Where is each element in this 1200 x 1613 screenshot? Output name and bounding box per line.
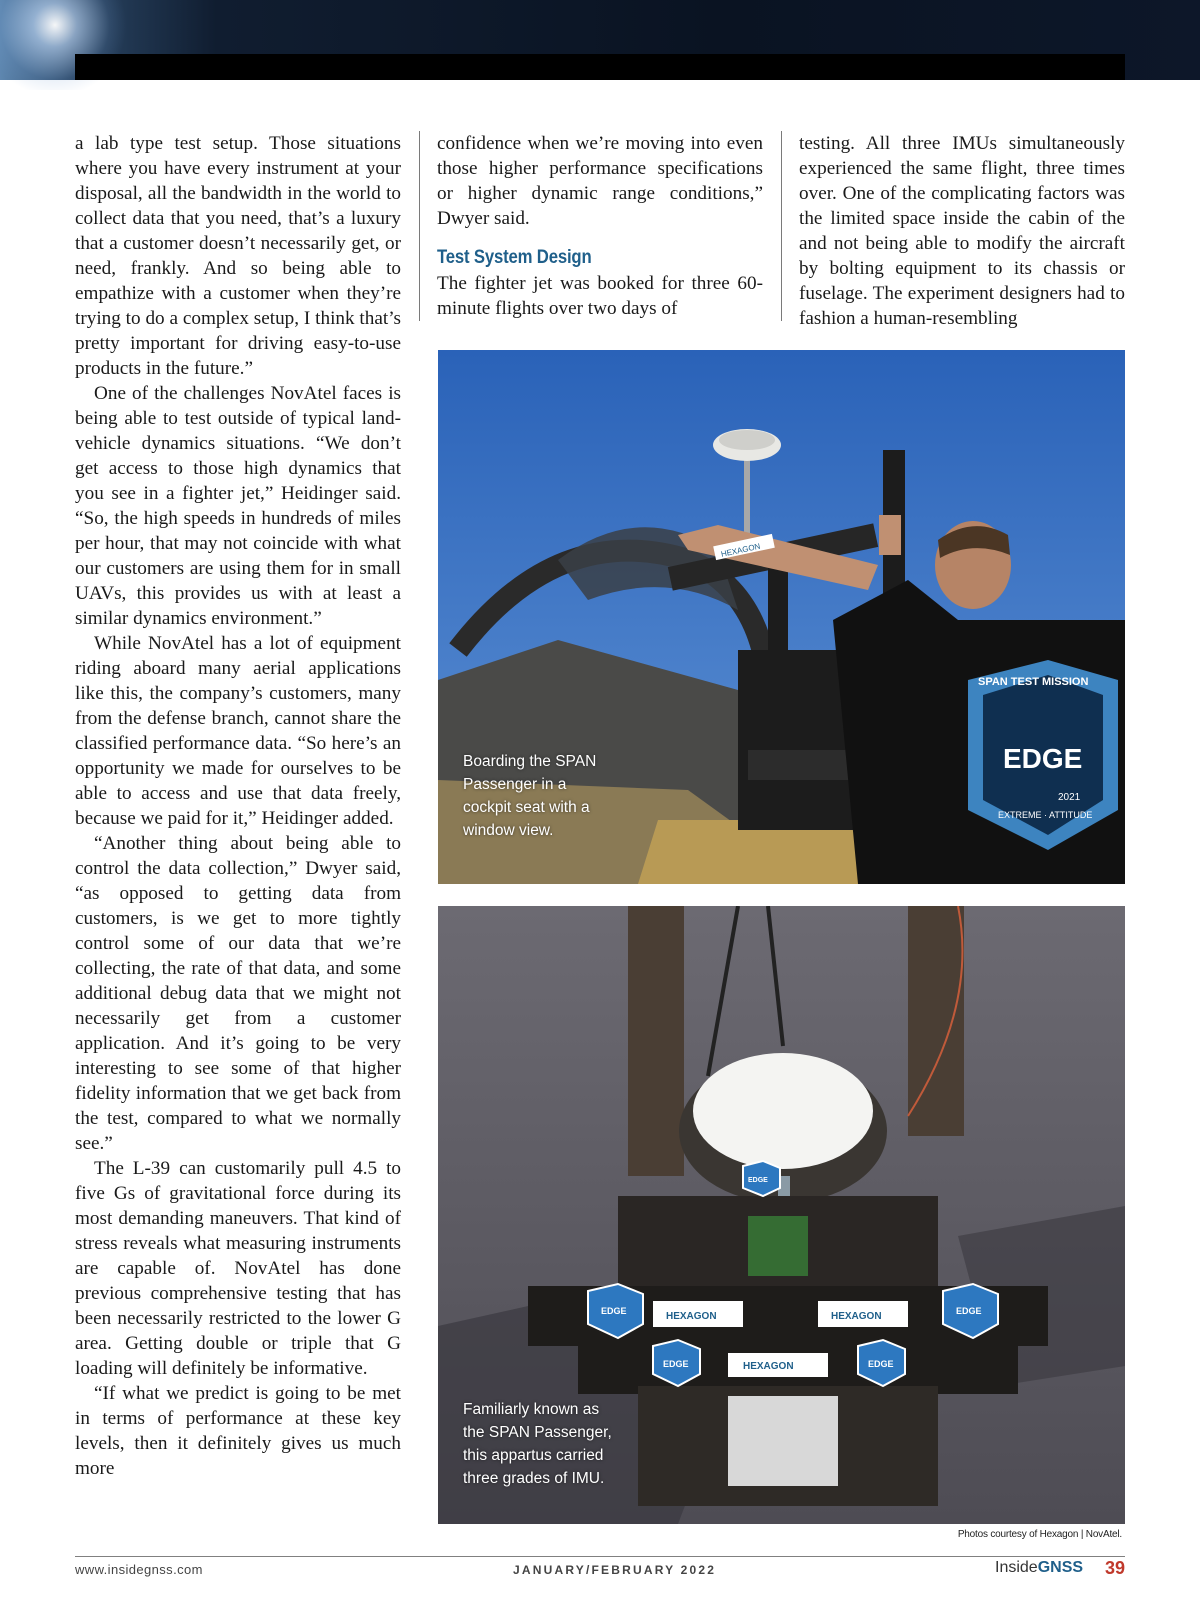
paragraph: “If what we predict is going to be met in terms of performance at these key levels, then it definitely gives us much more xyxy=(75,1383,401,1479)
magazine-brand xyxy=(995,1559,1083,1577)
device-brand-text: HEXAGON xyxy=(720,541,762,559)
photo-span-passenger xyxy=(438,906,1125,1524)
label-text: HEXAGON xyxy=(831,1311,882,1322)
paragraph: The L-39 can customarily pull 4.5 to five Gs of gravitational force during its most demanding maneuvers. That kind of stress reveals what measuring instruments are capable of. NovAtel has done previous comprehensive testing that has been necessarily restricted to the lower G area. Getting double or triple that G loading will definitely be informative. xyxy=(75,1158,401,1379)
photo-caption: Familiarly known as the SPAN Passenger, this appartus carried three grades of IMU. xyxy=(463,1401,612,1487)
patch-text: EDGE xyxy=(663,1359,689,1369)
shirt-year-text: 2021 xyxy=(1058,792,1081,803)
article-column-2 xyxy=(437,131,763,331)
paragraph: While NovAtel has a lot of equipment riding aboard many aerial applications like this, the company’s customers, many from the defense branch, cannot share the classified performance data. “So here’s an opportunity we made for ourselves to be able to access and use that data freely, because we paid for it,” Heidinger added. xyxy=(75,633,401,829)
photo-cockpit xyxy=(438,350,1125,884)
website-link[interactable]: www.insidegnss.com xyxy=(75,1562,203,1577)
page-number: 39 xyxy=(1105,1558,1126,1578)
column-divider xyxy=(419,131,420,321)
photo-caption: Boarding the SPAN Passenger in a cockpit seat with a window view. xyxy=(463,753,597,839)
patch-text: EDGE xyxy=(868,1359,894,1369)
article-column-1 xyxy=(75,131,401,1531)
label-text: HEXAGON xyxy=(666,1311,717,1322)
footer-rule xyxy=(75,1556,1125,1557)
section-heading: Test System Design xyxy=(437,247,592,268)
shirt-logo-text: EDGE xyxy=(1003,743,1083,774)
brand-prefix: Inside xyxy=(995,1559,1038,1576)
paragraph: The fighter jet was booked for three 60-minute flights over two days of xyxy=(437,273,763,319)
patch-text: EDGE xyxy=(956,1306,982,1316)
paragraph: testing. All three IMUs simultaneously experienced the same flight, three times over. One of the complicating factors was the limited space inside the cabin of the and not being able to modify the aircraft by bolting equipment to its chassis or fuselage. The experiment designers had to fashion a human-resembling xyxy=(799,133,1125,329)
header-bar xyxy=(75,54,1125,80)
column-divider xyxy=(781,131,782,321)
shirt-bottom-text: EXTREME · ATTITUDE xyxy=(998,810,1093,820)
patch-text: EDGE xyxy=(601,1306,627,1316)
paragraph: a lab type test setup. Those situations where you have every instrument at your disposal, all the bandwidth in the world to collect data that you need, that’s a luxury that a customer doesn’t necessarily get, or need, frankly. And so being able to empathize with a customer when they’re trying to do a complex setup, I think that’s pretty important for driving easy-to-use products in the future.” xyxy=(75,133,401,379)
article-column-3 xyxy=(799,131,1125,331)
paragraph: One of the challenges NovAtel faces is being able to test outside of typical land-vehicle dynamics situations. “We don’t get access to those high dynamics that you see in a fighter jet,” Heidinger said. “So, the high speeds in hundreds of miles per hour, that may not coincide with what our customers are using them for in small UAVs, this provides us with at least a similar dynamics environment.” xyxy=(75,383,401,629)
patch-text: EDGE xyxy=(748,1177,768,1184)
photo-credit: Photos courtesy of Hexagon | NovAtel. xyxy=(957,1529,1122,1540)
label-text: HEXAGON xyxy=(743,1361,794,1372)
brand-suffix: GNSS xyxy=(1037,1559,1084,1576)
issue-date: JANUARY/FEBRUARY 2022 xyxy=(513,1563,717,1577)
paragraph: confidence when we’re moving into even those higher performance specifications or higher dynamic range conditions,” Dwyer said. xyxy=(437,133,763,229)
shirt-arc-text: SPAN TEST MISSION xyxy=(978,676,1089,688)
paragraph: “Another thing about being able to control the data collection,” Dwyer said, “as opposed to getting data from customers, is we get to more tightly control some of our data that we’re collecting, the rate of that data, and some additional debug data that we might not necessarily get from a customer application. And it’s going to be very interesting to see some of that higher fidelity information that we get back from the test, compared to what we normally see.” xyxy=(75,833,401,1154)
